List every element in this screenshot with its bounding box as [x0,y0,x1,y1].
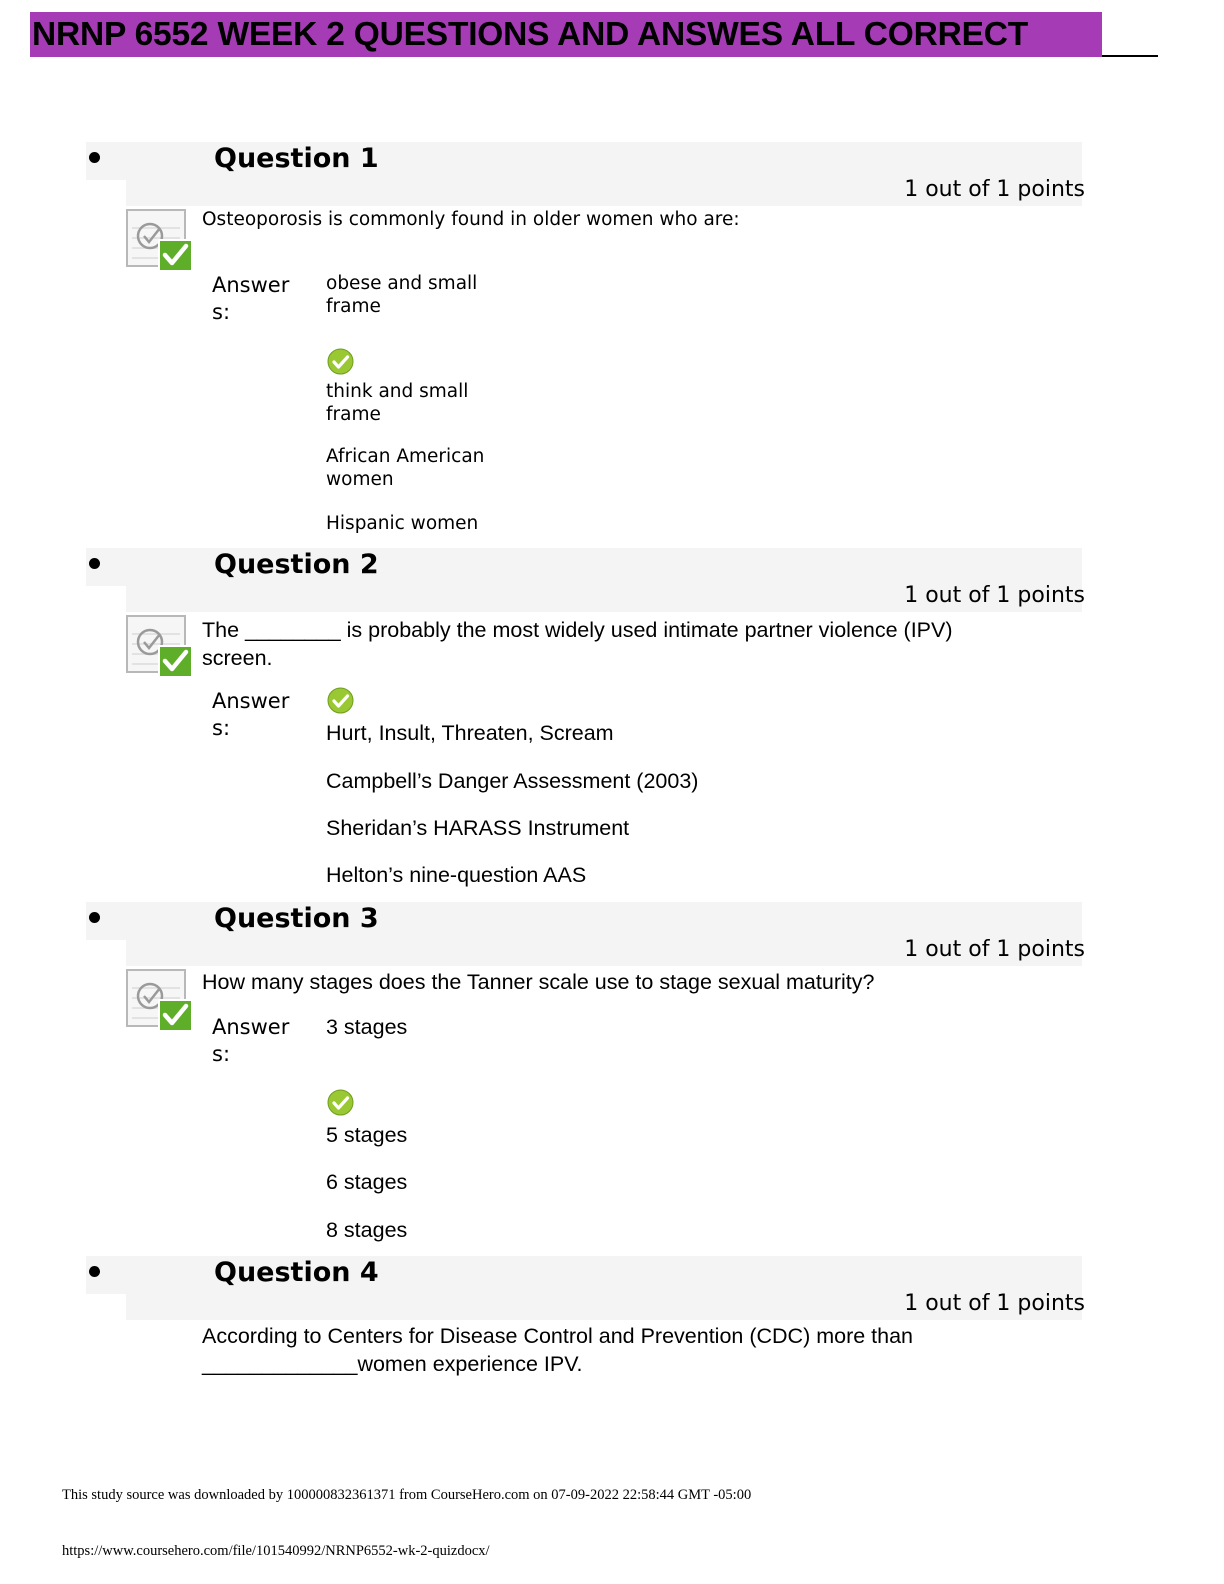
answer-option: Hispanic women [326,513,479,534]
answer-option: obese and small frame [326,273,478,317]
answer-option-correct: think and small frame [326,381,469,425]
bullet [89,558,100,569]
answer-option: 3 stages [326,1015,408,1039]
question-title: Question 1 [214,143,379,174]
question-text: The ________ is probably the most widely used intimate partner violence (IPV) screen. [202,618,953,670]
correct-answer-check-icon [327,687,354,714]
source-url-link[interactable]: https://www.coursehero.com/file/101540992/NRNP6552-wk-2-quizdocx/ [62,1543,490,1559]
question-points: 1 out of 1 points [904,1291,1085,1316]
question-points: 1 out of 1 points [904,583,1085,608]
page-title: NRNP 6552 WEEK 2 QUESTIONS AND ANSWES ALL CORRECT [32,16,1028,53]
answer-option: 8 stages [326,1218,408,1242]
correct-answer-check-icon [327,1089,354,1116]
question-text: How many stages does the Tanner scale use to stage sexual maturity? [202,970,875,994]
question-title: Question 4 [214,1257,379,1288]
answers-label: Answer s: [212,1015,290,1066]
answer-option-correct: 5 stages [326,1123,408,1147]
correct-icon [126,614,194,682]
correct-icon [126,208,194,276]
correct-answer-check-icon [327,348,354,375]
question-points: 1 out of 1 points [904,937,1085,962]
answers-label: Answer s: [212,273,290,324]
answer-option: Campbell’s Danger Assessment (2003) [326,769,699,793]
title-underline [1102,55,1158,57]
answers-label: Answer s: [212,689,290,740]
answer-option: African American women [326,446,485,490]
answer-option: 6 stages [326,1170,408,1194]
bullet [89,1266,100,1277]
question-text: Osteoporosis is commonly found in older women who are: [202,209,740,230]
question-text: According to Centers for Disease Control and Prevention (CDC) more than _____________women experience IPV. [202,1324,914,1376]
correct-icon [126,968,194,1036]
question-points: 1 out of 1 points [904,177,1085,202]
answer-option: Helton’s nine-question AAS [326,863,587,887]
question-title: Question 2 [214,549,379,580]
bullet [89,152,100,163]
answer-option: Sheridan’s HARASS Instrument [326,816,630,840]
question-title: Question 3 [214,903,379,934]
download-notice: This study source was downloaded by 100000832361371 from CourseHero.com on 07-09-2022 22:58:44 GMT -05:00 [62,1487,752,1503]
answer-option-correct: Hurt, Insult, Threaten, Scream [326,721,614,745]
bullet [89,912,100,923]
